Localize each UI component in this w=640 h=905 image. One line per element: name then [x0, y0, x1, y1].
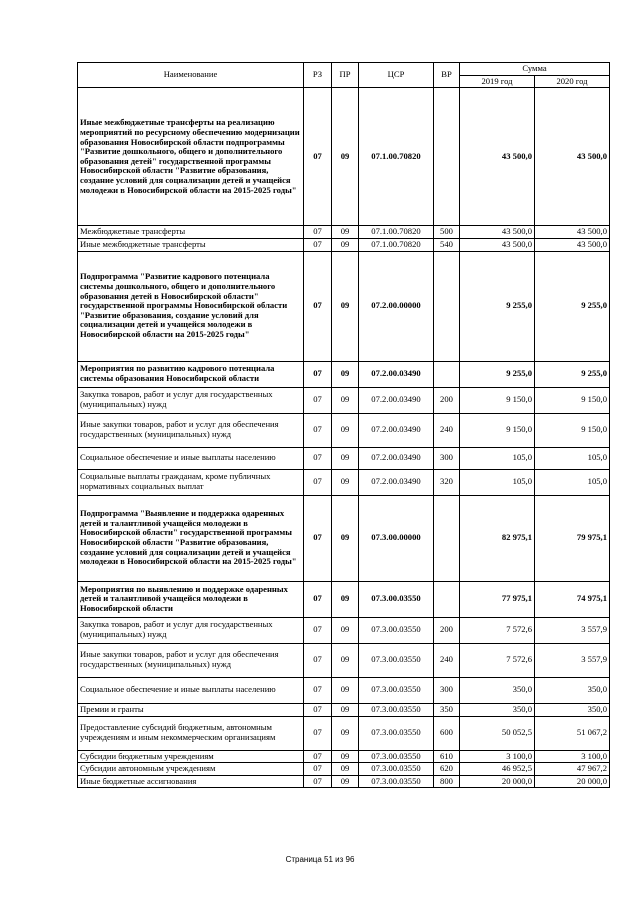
cell-pr: 09: [332, 763, 359, 776]
cell-pr: 09: [332, 238, 359, 251]
cell-2020: 43 500,0: [535, 226, 610, 239]
cell-2019: 82 975,1: [460, 495, 535, 581]
table-row: [78, 413, 610, 447]
cell-2019: 105,0: [460, 447, 535, 469]
cell-vr: 240: [434, 643, 460, 677]
cell-csr: 07.2.00.03490: [359, 469, 434, 495]
cell-pr: 09: [332, 447, 359, 469]
cell-rz: 07: [304, 495, 332, 581]
cell-2020: 51 067,2: [535, 716, 610, 750]
cell-name: Иные межбюджетные трансферты: [78, 238, 304, 251]
table-row: [78, 495, 610, 581]
table-row: [78, 677, 610, 703]
table-row: [78, 750, 610, 763]
cell-rz: 07: [304, 643, 332, 677]
budget-table: [77, 62, 610, 788]
cell-2020: 105,0: [535, 447, 610, 469]
cell-2020: 350,0: [535, 703, 610, 716]
cell-rz: 07: [304, 361, 332, 387]
cell-csr: 07.3.00.03550: [359, 581, 434, 617]
cell-csr: 07.3.00.03550: [359, 716, 434, 750]
header-year-2020: 2020 год: [535, 75, 610, 88]
cell-rz: 07: [304, 617, 332, 643]
cell-2020: 3 557,9: [535, 643, 610, 677]
cell-vr: 300: [434, 447, 460, 469]
cell-vr: 200: [434, 387, 460, 413]
cell-name: Премии и гранты: [78, 703, 304, 716]
cell-rz: 07: [304, 447, 332, 469]
cell-pr: 09: [332, 469, 359, 495]
cell-pr: 09: [332, 716, 359, 750]
cell-2019: 7 572,6: [460, 617, 535, 643]
table-row: [78, 226, 610, 239]
cell-pr: 09: [332, 226, 359, 239]
cell-vr: [434, 361, 460, 387]
cell-csr: 07.3.00.03550: [359, 643, 434, 677]
table-row: [78, 581, 610, 617]
cell-2020: 350,0: [535, 677, 610, 703]
cell-name: Мероприятия по выявлению и поддержке одаренных детей и талантливой учащейся молодежи в Новосибирской области: [78, 581, 304, 617]
cell-vr: [434, 251, 460, 361]
cell-name: Социальные выплаты гражданам, кроме публичных нормативных социальных выплат: [78, 469, 304, 495]
cell-2019: 9 255,0: [460, 251, 535, 361]
header-csr: ЦСР: [359, 63, 434, 88]
cell-name: Иные межбюджетные трансферты на реализацию мероприятий по ресурсному обеспечению модернизации образования Новосибирской области подпрограммы "Развитие дошкольного, общего и дополнительного образования детей" государственной программы Новосибирской области "Развитие образования, создание условий для социализации детей и учащейся молодежи в Новосибирской области на 2015-2025 годы": [78, 88, 304, 226]
cell-vr: 240: [434, 413, 460, 447]
cell-vr: 600: [434, 716, 460, 750]
cell-csr: 07.2.00.03490: [359, 361, 434, 387]
cell-2020: 9 255,0: [535, 251, 610, 361]
cell-vr: 320: [434, 469, 460, 495]
cell-2020: 105,0: [535, 469, 610, 495]
table-row: [78, 238, 610, 251]
cell-vr: 200: [434, 617, 460, 643]
cell-csr: 07.3.00.03550: [359, 617, 434, 643]
cell-2019: 350,0: [460, 703, 535, 716]
cell-pr: 09: [332, 495, 359, 581]
cell-2019: 20 000,0: [460, 775, 535, 788]
cell-2019: 9 150,0: [460, 413, 535, 447]
page-number: Страница 51 из 96: [285, 855, 355, 864]
cell-csr: 07.2.00.03490: [359, 413, 434, 447]
cell-name: Подпрограмма "Развитие кадрового потенциала системы дошкольного, общего и дополнительного образования детей в Новосибирской области" государственной программы Новосибирской области "Развитие образования, создание условий для социализации детей и учащейся молодежи в Новосибирской области на 2015-2025 годы": [78, 251, 304, 361]
cell-rz: 07: [304, 469, 332, 495]
table-row: [78, 703, 610, 716]
cell-rz: 07: [304, 413, 332, 447]
cell-pr: 09: [332, 387, 359, 413]
cell-2019: 7 572,6: [460, 643, 535, 677]
cell-csr: 07.1.00.70820: [359, 226, 434, 239]
cell-csr: 07.1.00.70820: [359, 88, 434, 226]
cell-name: Мероприятия по развитию кадрового потенциала системы образования Новосибирской области: [78, 361, 304, 387]
cell-rz: 07: [304, 251, 332, 361]
cell-pr: 09: [332, 413, 359, 447]
cell-2020: 9 150,0: [535, 413, 610, 447]
cell-name: Иные закупки товаров, работ и услуг для обеспечения государственных (муниципальных) нужд: [78, 413, 304, 447]
cell-name: Закупка товаров, работ и услуг для государственных (муниципальных) нужд: [78, 387, 304, 413]
cell-2019: 43 500,0: [460, 238, 535, 251]
cell-2020: 43 500,0: [535, 88, 610, 226]
cell-csr: 07.2.00.00000: [359, 251, 434, 361]
cell-pr: 09: [332, 581, 359, 617]
cell-rz: 07: [304, 703, 332, 716]
cell-pr: 09: [332, 775, 359, 788]
cell-csr: 07.2.00.03490: [359, 447, 434, 469]
cell-name: Субсидии автономным учреждениям: [78, 763, 304, 776]
header-pr: ПР: [332, 63, 359, 88]
cell-vr: [434, 88, 460, 226]
cell-rz: 07: [304, 763, 332, 776]
cell-2019: 46 952,5: [460, 763, 535, 776]
cell-rz: 07: [304, 387, 332, 413]
table-row: [78, 775, 610, 788]
cell-2020: 9 255,0: [535, 361, 610, 387]
cell-2020: 43 500,0: [535, 238, 610, 251]
cell-vr: 500: [434, 226, 460, 239]
cell-vr: [434, 581, 460, 617]
cell-rz: 07: [304, 775, 332, 788]
cell-name: Иные бюджетные ассигнования: [78, 775, 304, 788]
table-row: [78, 387, 610, 413]
cell-rz: 07: [304, 226, 332, 239]
cell-2019: 9 150,0: [460, 387, 535, 413]
cell-pr: 09: [332, 361, 359, 387]
cell-2020: 20 000,0: [535, 775, 610, 788]
cell-2019: 350,0: [460, 677, 535, 703]
cell-2019: 3 100,0: [460, 750, 535, 763]
table-row: [78, 469, 610, 495]
table-row: [78, 716, 610, 750]
cell-vr: 540: [434, 238, 460, 251]
cell-2020: 3 100,0: [535, 750, 610, 763]
cell-2019: 50 052,5: [460, 716, 535, 750]
header-rz: РЗ: [304, 63, 332, 88]
cell-name: Социальное обеспечение и иные выплаты населению: [78, 677, 304, 703]
table-row: [78, 617, 610, 643]
cell-vr: 620: [434, 763, 460, 776]
cell-pr: 09: [332, 643, 359, 677]
cell-name: Подпрограмма "Выявление и поддержка одаренных детей и талантливой учащейся молодежи в Новосибирской области" государственной программы Новосибирской области "Развитие образования, создание условий для социализации детей и учащейся молодежи в Новосибирской области на 2015-2025 годы": [78, 495, 304, 581]
cell-pr: 09: [332, 251, 359, 361]
header-sum: Сумма: [460, 63, 610, 76]
header-vr: ВР: [434, 63, 460, 88]
cell-2020: 74 975,1: [535, 581, 610, 617]
cell-name: Иные закупки товаров, работ и услуг для обеспечения государственных (муниципальных) нужд: [78, 643, 304, 677]
cell-vr: 610: [434, 750, 460, 763]
cell-2019: 105,0: [460, 469, 535, 495]
cell-name: Социальное обеспечение и иные выплаты населению: [78, 447, 304, 469]
cell-rz: 07: [304, 238, 332, 251]
cell-pr: 09: [332, 677, 359, 703]
cell-2019: 9 255,0: [460, 361, 535, 387]
cell-vr: 350: [434, 703, 460, 716]
table-row: [78, 361, 610, 387]
cell-vr: 800: [434, 775, 460, 788]
header-year-2019: 2019 год: [460, 75, 535, 88]
cell-name: Закупка товаров, работ и услуг для государственных (муниципальных) нужд: [78, 617, 304, 643]
cell-pr: 09: [332, 750, 359, 763]
table-body: [78, 88, 610, 788]
cell-rz: 07: [304, 750, 332, 763]
cell-csr: 07.3.00.03550: [359, 750, 434, 763]
cell-csr: 07.3.00.03550: [359, 775, 434, 788]
cell-2020: 3 557,9: [535, 617, 610, 643]
cell-rz: 07: [304, 88, 332, 226]
cell-name: Предоставление субсидий бюджетным, автономным учреждениям и иным некоммерческим организациям: [78, 716, 304, 750]
cell-pr: 09: [332, 617, 359, 643]
cell-2020: 79 975,1: [535, 495, 610, 581]
cell-2019: 43 500,0: [460, 226, 535, 239]
cell-csr: 07.3.00.03550: [359, 763, 434, 776]
cell-vr: [434, 495, 460, 581]
cell-2020: 47 967,2: [535, 763, 610, 776]
cell-rz: 07: [304, 677, 332, 703]
table-row: [78, 447, 610, 469]
cell-csr: 07.3.00.03550: [359, 677, 434, 703]
header-name: Наименование: [78, 63, 304, 88]
cell-csr: 07.3.00.00000: [359, 495, 434, 581]
cell-2020: 9 150,0: [535, 387, 610, 413]
cell-rz: 07: [304, 716, 332, 750]
cell-2019: 77 975,1: [460, 581, 535, 617]
cell-pr: 09: [332, 88, 359, 226]
cell-csr: 07.3.00.03550: [359, 703, 434, 716]
cell-pr: 09: [332, 703, 359, 716]
cell-rz: 07: [304, 581, 332, 617]
cell-csr: 07.1.00.70820: [359, 238, 434, 251]
table-row: [78, 763, 610, 776]
table-row: [78, 643, 610, 677]
cell-vr: 300: [434, 677, 460, 703]
cell-2019: 43 500,0: [460, 88, 535, 226]
table-row: [78, 251, 610, 361]
table-row: [78, 88, 610, 226]
cell-name: Межбюджетные трансферты: [78, 226, 304, 239]
cell-csr: 07.2.00.03490: [359, 387, 434, 413]
cell-name: Субсидии бюджетным учреждениям: [78, 750, 304, 763]
